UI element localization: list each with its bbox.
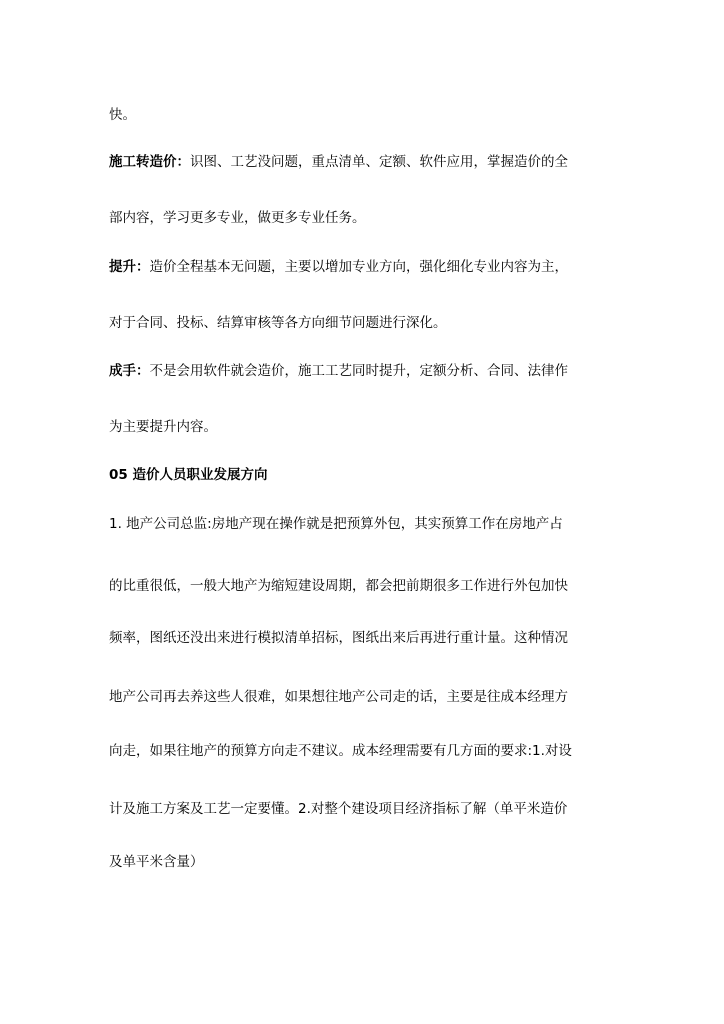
- paragraph-line: [109, 515, 629, 533]
- line-text: 向走，如果往地产的预算方向走不建议。成本经理需要有几方面的要求:1.对设: [109, 743, 572, 759]
- paragraph-line: [109, 688, 629, 706]
- line-text: 1. 地产公司总监:房地产现在操作就是把预算外包，其实预算工作在房地产占: [109, 516, 563, 532]
- paragraph-line: [109, 314, 629, 332]
- section-label: 施工转造价：: [109, 154, 190, 170]
- line-text: 为主要提升内容。: [109, 419, 217, 435]
- line-text: 对于合同、投标、结算审核等各方向细节问题进行深化。: [109, 315, 447, 331]
- line-text: 快。: [109, 107, 136, 123]
- line-text: 部内容，学习更多专业，做更多专业任务。: [109, 210, 366, 226]
- section-label: 提升：: [109, 259, 150, 275]
- section-heading: [109, 466, 629, 484]
- heading-text: 05 造价人员职业发展方向: [109, 467, 268, 483]
- line-text: 地产公司再去养这些人很难，如果想往地产公司走的话，主要是往成本经理方: [109, 689, 568, 705]
- line-text: 不是会用软件就会造价，施工工艺同时提升，定额分析、合同、法律作: [149, 363, 568, 379]
- line-text: 识图、工艺没问题，重点清单、定额、软件应用，掌握造价的全: [190, 154, 568, 170]
- line-text: 频率，图纸还没出来进行模拟清单招标，图纸出来后再进行重计量。这种情况: [109, 630, 568, 646]
- paragraph-line: [109, 577, 629, 595]
- line-text: 的比重很低，一般大地产为缩短建设周期，都会把前期很多工作进行外包加快: [109, 578, 568, 594]
- paragraph-line: [109, 853, 629, 871]
- line-text: 计及施工方案及工艺一定要懂。2.对整个建设项目经济指标了解（单平米造价: [109, 801, 568, 817]
- paragraph-line: [109, 418, 629, 436]
- line-text: 造价全程基本无问题，主要以增加专业方向，强化细化专业内容为主，: [149, 259, 568, 275]
- section-label: 成手：: [109, 363, 150, 379]
- paragraph-line: [109, 153, 629, 171]
- paragraph-line: [109, 209, 629, 227]
- paragraph-line: [109, 629, 629, 647]
- paragraph-line: [109, 742, 629, 760]
- paragraph-line: [109, 106, 629, 124]
- paragraph-line: [109, 258, 629, 276]
- paragraph-line: [109, 362, 629, 380]
- paragraph-line: [109, 800, 629, 818]
- line-text: 及单平米含量）: [109, 854, 204, 870]
